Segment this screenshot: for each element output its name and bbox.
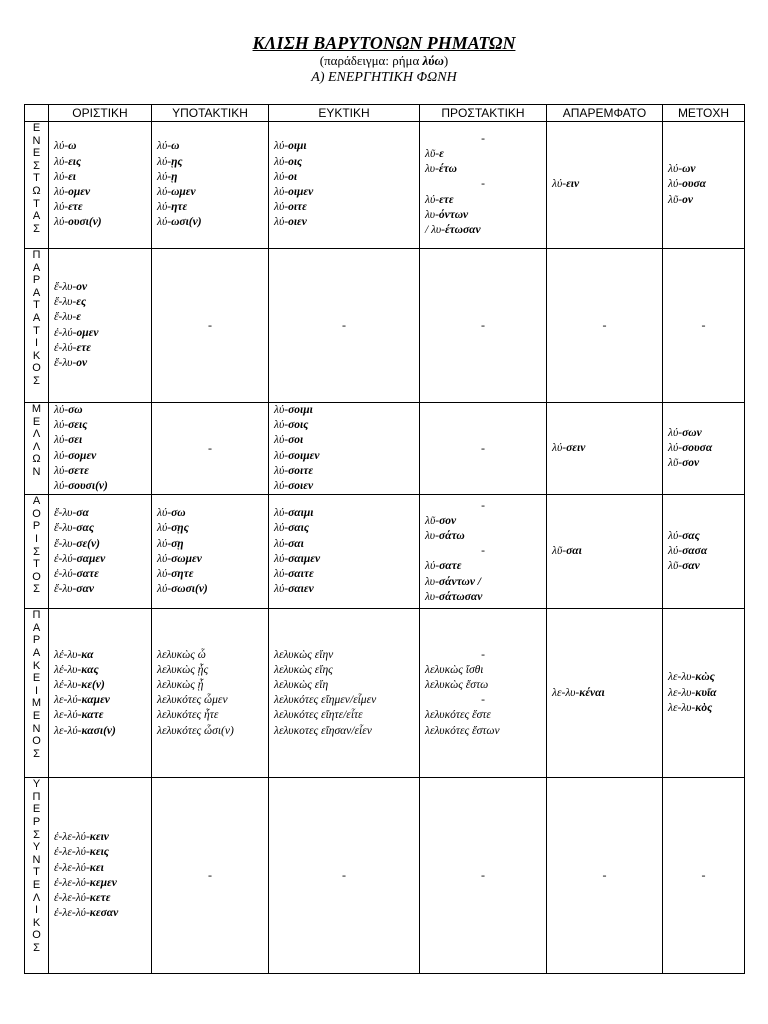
tense-letter: Α [32,621,41,634]
tense-letter: Ρ [32,634,41,647]
form-line: λῦ-σαι [552,545,582,558]
form-line: λύ-σω [157,507,186,520]
form-line: λελυκὼς ὦ [157,648,206,661]
form-line: λύ-ωσι(ν) [157,216,202,229]
subtitle-suffix: ) [443,53,449,68]
form-cell [49,403,152,495]
tense-letter: Τ [33,197,40,210]
form-line: λύ-ετε [425,193,454,206]
tense-letter: Ω [32,184,41,197]
form-line: λύ-ητε [157,201,188,214]
form-line: λύ-σῃς [157,522,189,535]
form-line: λῦ-σαν [668,560,700,573]
form-cell [269,495,420,609]
tense-letter: Τ [33,172,40,185]
form-line: λύ-σωσι(ν) [157,583,208,596]
tense-letter: Ι [34,337,39,350]
form-line: λύ-ων [668,163,696,176]
tense-letter: Τ [33,299,40,312]
form-line: λύ-σας [668,529,700,542]
tense-letter: Λ [32,428,41,441]
form-cell [420,495,547,609]
tense-letter: Ρ [32,520,41,533]
form-cell: - [420,778,547,974]
form-line: λύ-σων [668,426,702,439]
form-cell: - [663,249,745,403]
form-line: λε-λύ-καμεν [54,694,110,707]
form-line: - [481,132,485,145]
tense-letter: Ρ [32,274,41,287]
tense-letter: Σ [33,222,40,235]
tense-letter: Ω [32,453,41,466]
form-line: λυ-σάντων / [425,575,482,588]
tense-letter: Ο [32,507,41,520]
conjugation-table [24,104,745,974]
column-header: ΠΡΟΣΤΑΚΤΙΚΗ [420,105,547,122]
form-line: ἔ-λυ-σα [54,507,89,520]
voice-heading: Α) ΕΝΕΡΓΗΤΙΚΗ ΦΩΝΗ [311,70,457,85]
form-line: λύ-οις [274,155,303,168]
form-line: λελυκὼς ᾖ [157,679,204,692]
tense-letter: Ε [32,122,41,134]
tense-letter: Ν [32,853,41,866]
form-line: λύ-εις [54,155,82,168]
form-cell: - [152,249,269,403]
form-line: λύ-σαι [274,537,304,550]
tense-letter: Μ [31,403,42,415]
form-line: λύ-σοιτε [274,464,314,477]
form-line: λελυκὼς εἴην [274,648,334,661]
form-line: λύ-σειν [552,442,586,454]
header-row [25,105,745,122]
tense-label [25,495,49,609]
tense-row [25,778,745,974]
form-cell [269,609,420,778]
form-line: λύ-οιμι [274,140,307,153]
form-line: ἐ-λύ-σαμεν [54,552,106,565]
form-line: λύ-σαιεν [274,583,314,596]
form-cell [663,403,745,495]
tense-letter: Ε [32,415,41,428]
tense-letter: Σ [33,747,40,760]
tense-letter: Ε [32,147,41,160]
form-line: λῦ-σον [668,457,700,470]
form-line: λύ-σωμεν [157,552,202,565]
form-line: λελυκότες ἦτε [157,709,219,722]
form-line: λύ-ομεν [54,186,91,198]
form-line: ἐ-λε-λύ-κεμεν [54,876,117,889]
form-line: λύ-ω [54,140,77,153]
tense-letter: Ο [32,570,41,583]
tense-letter: Ν [32,465,41,478]
form-cell [547,609,663,778]
form-line: λύ-οιμεν [274,186,314,198]
form-line: ἔ-λυ-ες [54,296,87,309]
form-line: ἔ-λυ-σαν [54,583,94,596]
tense-letter: Ο [32,735,41,748]
form-line: λέ-λυ-κας [54,663,99,676]
form-cell [269,403,420,495]
form-line: λε-λυ-κέναι [552,686,605,699]
tense-letter: Π [32,790,41,803]
form-cell: - [547,249,663,403]
form-line: λυ-σάτωσαν [425,590,483,603]
form-line: λε-λύ-κασι(ν) [54,724,116,737]
form-cell [663,609,745,778]
tense-letter: Λ [32,891,41,904]
tense-letter: Α [32,495,41,508]
tense-letter: Τ [33,866,40,879]
form-line: ἔ-λυ-ον [54,280,88,293]
form-line: / λυ-έτωσαν [425,224,481,236]
form-line: λύ-σῃ [157,537,184,550]
tense-letter: Π [32,609,41,622]
tense-letter: Ι [34,684,39,697]
tense-letter: Σ [33,545,40,558]
form-line: λε-λυ-κὸς [668,701,713,714]
form-line: λελυκότες ὦσι(ν) [157,724,234,737]
form-line: ἐ-λε-λύ-κεσαν [54,907,119,920]
form-line: λύ-σουσα [668,442,713,454]
tense-letter: Μ [31,697,42,710]
form-cell: - [420,403,547,495]
form-line: λύ-οιεν [274,216,307,229]
form-line: λελυκὼς ἴσθι [425,663,484,676]
form-line: ἐ-λύ-ομεν [54,326,99,339]
form-line: ἐ-λε-λύ-κειν [54,831,109,844]
tense-letter: Σ [33,941,40,954]
form-line: λύ-σαιτε [274,567,314,580]
form-line: λέ-λυ-κα [54,648,94,661]
tense-label [25,122,49,249]
tense-letter: Α [32,311,41,324]
tense-letter: Ε [32,709,41,722]
column-header: ΥΠΟΤΑΚΤΙΚΗ [152,105,269,122]
subtitle-prefix: (παράδειγμα: ρήμα [319,53,423,68]
tense-letter: Ι [34,904,39,917]
form-cell [547,122,663,249]
form-line: λε-λυ-κυῖα [668,686,717,699]
page-subtitle [0,53,768,69]
tense-letter: Ν [32,722,41,735]
column-header: ΑΠΑΡΕΜΦΑΤΟ [547,105,663,122]
form-line: λύ-σουσι(ν) [54,480,108,493]
form-line: λελυκότες ὦμεν [157,694,228,707]
form-line: λύ-σοιμεν [274,449,320,462]
form-cell [49,495,152,609]
form-line: λῦ-ε [425,147,444,160]
tense-letter: Ν [32,134,41,147]
form-line: λύ-σοιμι [274,404,313,416]
form-cell [547,495,663,609]
tense-letter: Σ [33,583,40,596]
form-line: λε-λυ-κὼς [668,671,715,684]
column-header: ΟΡΙΣΤΙΚΗ [49,105,152,122]
form-line: λύ-σει [54,434,83,447]
form-line: λελυκότες εἴημεν/εἶμεν [274,694,377,707]
form-line: - [481,648,485,661]
form-line: λελυκότες ἔστε [425,709,491,722]
form-line: - [481,178,485,191]
form-line: λύ-ω [157,140,180,153]
form-line: λελυκὼς ἔστω [425,679,489,692]
form-cell [420,609,547,778]
tense-letter: Α [32,286,41,299]
form-cell: - [152,778,269,974]
tense-letter: Λ [32,440,41,453]
form-line: λελυκοτες εἴησαν/εἶεν [274,724,372,737]
tense-letter: Σ [33,159,40,172]
form-line: λύ-ειν [552,178,580,191]
tense-letter: Ε [32,803,41,816]
form-cell [269,122,420,249]
form-line: λέ-λυ-κε(ν) [54,679,105,692]
form-line: λύ-σατε [425,560,462,573]
form-line: ἐ-λύ-ετε [54,341,91,354]
subtitle-verb: λύω [422,53,444,68]
form-cell [420,122,547,249]
form-line: λύ-σεις [54,419,88,432]
form-cell: - [152,403,269,495]
column-header: ΕΥΚΤΙΚΗ [269,105,420,122]
page-title: ΚΛΙΣΗ ΒΑΡΥΤΟΝΩΝ ΡΗΜΑΤΩΝ [252,33,516,53]
form-cell [152,495,269,609]
tense-letter: Υ [32,778,41,791]
form-line: λελυκὼς ᾖς [157,663,209,676]
form-line: λύ-ει [54,170,77,183]
form-line: ἔ-λυ-ε [54,311,81,324]
tense-row [25,609,745,778]
form-cell: - [663,778,745,974]
form-cell [49,778,152,974]
form-line: λῦ-σον [425,514,457,527]
tense-letter: Ο [32,362,41,375]
form-cell [49,609,152,778]
form-line: λύ-ουσα [668,178,707,191]
tense-letter: Υ [32,841,41,854]
tense-row [25,249,745,403]
tense-row [25,122,745,249]
form-line: λύ-σοι [274,434,304,447]
tense-letter: Π [32,249,41,261]
form-line: ἐ-λε-λύ-κει [54,861,104,874]
tense-letter: Τ [33,324,40,337]
tense-letter: Α [32,261,41,274]
tense-letter: Α [32,210,41,223]
form-line: λύ-ῃς [157,155,183,168]
form-line: λύ-ετε [54,201,83,214]
tense-letter: Ε [32,672,41,685]
form-line: λύ-σω [54,404,83,416]
tense-letter: Ι [34,533,39,545]
form-line: ἐ-λε-λύ-κεις [54,846,109,859]
form-line: ἐ-λε-λύ-κετε [54,891,111,904]
form-line: λελυκὼς εἴη [274,679,329,692]
form-line: λύ-σοιεν [274,480,314,493]
tense-label [25,403,49,495]
tense-row [25,403,745,495]
tense-label [25,249,49,403]
form-line: λε-λύ-κατε [54,709,104,722]
form-cell [49,249,152,403]
form-line: - [481,545,485,558]
form-cell: - [269,778,420,974]
form-cell [49,122,152,249]
form-line: - [481,499,485,512]
form-line: - [481,694,485,707]
form-line: λύ-οιτε [274,201,307,214]
column-header: ΜΕΤΟΧΗ [663,105,745,122]
tense-letter: Κ [32,659,41,672]
tense-row [25,495,745,609]
tense-letter: Σ [33,828,40,841]
tense-letter: Σ [33,374,40,387]
tense-letter: Ε [32,878,41,891]
form-cell: - [547,778,663,974]
form-cell [152,609,269,778]
form-cell [663,122,745,249]
form-line: λύ-ουσι(ν) [54,216,102,229]
tense-letter: Κ [32,916,41,929]
tense-label [25,778,49,974]
corner-cell [25,105,49,122]
form-line: ἐ-λύ-σατε [54,567,99,580]
tense-label [25,609,49,778]
form-line: λυ-όντων [425,208,469,221]
form-cell [547,403,663,495]
form-line: λύ-σαις [274,522,309,535]
tense-letter: Ο [32,929,41,942]
form-line: λυ-σάτω [425,529,465,542]
form-line: ἔ-λυ-ον [54,356,88,369]
form-line: λύ-σετε [54,464,89,477]
form-line: λελυκότες εἴητε/εἶτε [274,709,363,722]
tense-letter: Α [32,647,41,659]
form-line: λύ-σαιμεν [274,552,321,565]
form-line: λύ-ωμεν [157,186,196,198]
form-line: λελυκότες ἔστων [425,724,500,737]
form-line: λελυκὼς εἴης [274,663,333,676]
tense-letter: Κ [32,349,41,362]
form-line: λύ-σασα [668,545,708,558]
form-line: λύ-σαιμι [274,507,314,520]
form-cell [152,122,269,249]
form-line: λυ-έτω [425,163,457,176]
form-line: λύ-οι [274,170,298,183]
tense-letter: Τ [33,558,40,571]
form-line: ἔ-λυ-σε(ν) [54,537,100,550]
tense-letter: Ρ [32,816,41,828]
form-line: λύ-ῃ [157,170,178,183]
form-cell: - [269,249,420,403]
form-cell [663,495,745,609]
form-line: λύ-σοις [274,419,309,432]
form-line: λῦ-ον [668,193,693,206]
form-line: λύ-σητε [157,567,194,580]
form-line: λύ-σομεν [54,449,97,462]
form-line: ἔ-λυ-σας [54,522,94,535]
form-cell: - [420,249,547,403]
